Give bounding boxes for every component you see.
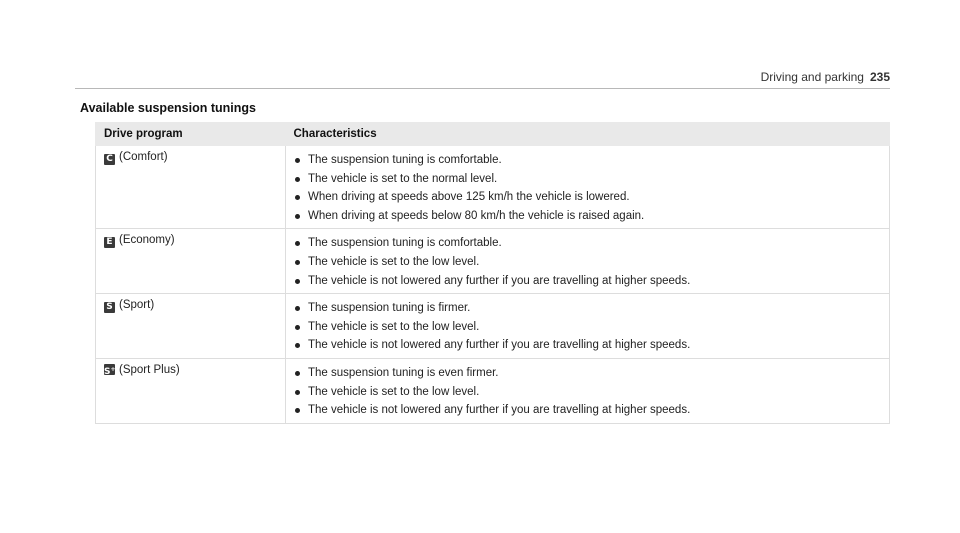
characteristics-list xyxy=(294,151,881,225)
characteristics-cell xyxy=(286,229,890,294)
sport-plus-mode-icon xyxy=(104,364,115,375)
table-row xyxy=(96,294,890,359)
characteristics-list xyxy=(294,299,881,355)
sport-mode-icon xyxy=(104,302,115,313)
list-item: The suspension tuning is comfortable. xyxy=(294,151,881,170)
drive-program-cell xyxy=(96,358,286,423)
drive-program-cell xyxy=(96,146,286,229)
list-item: The vehicle is not lowered any further if you are travelling at higher speeds. xyxy=(294,401,881,420)
drive-program-cell xyxy=(96,294,286,359)
economy-mode-icon xyxy=(104,237,115,248)
table-row xyxy=(96,229,890,294)
list-item: The vehicle is set to the low level. xyxy=(294,318,881,337)
list-item: The vehicle is not lowered any further if you are travelling at higher speeds. xyxy=(294,336,881,355)
column-header-characteristics: Characteristics xyxy=(286,122,890,146)
characteristics-cell xyxy=(286,146,890,229)
page-number: 235 xyxy=(869,70,890,84)
mode-icon-letter: C xyxy=(106,154,113,164)
list-item: The vehicle is set to the low level. xyxy=(294,253,881,272)
list-item: When driving at speeds below 80 km/h the vehicle is raised again. xyxy=(294,207,881,226)
table-body xyxy=(96,146,890,423)
drive-program-label: (Sport) xyxy=(119,299,155,312)
mode-icon-letter: E xyxy=(106,237,113,248)
list-item: The suspension tuning is comfortable. xyxy=(294,234,881,253)
table-row xyxy=(96,146,890,229)
mode-icon-plus: + xyxy=(110,365,116,373)
mode-icon-letter: S xyxy=(106,302,113,313)
section-name: Driving and parking xyxy=(760,70,864,84)
table-header-row xyxy=(96,122,890,146)
section-title: Available suspension tunings xyxy=(80,101,256,115)
characteristics-cell xyxy=(286,294,890,359)
list-item: The suspension tuning is firmer. xyxy=(294,299,881,318)
drive-program-label: (Economy) xyxy=(119,234,175,247)
header-rule xyxy=(75,88,890,89)
list-item: The vehicle is set to the normal level. xyxy=(294,170,881,189)
list-item: The vehicle is set to the low level. xyxy=(294,383,881,402)
drive-program-label: (Sport Plus) xyxy=(119,363,180,376)
mode-icon-letter: S xyxy=(104,366,111,377)
column-header-drive-program: Drive program xyxy=(96,122,286,146)
list-item: The suspension tuning is even firmer. xyxy=(294,364,881,383)
drive-program-label: (Comfort) xyxy=(119,151,168,163)
drive-program-cell xyxy=(96,229,286,294)
running-header xyxy=(761,70,890,84)
list-item: The vehicle is not lowered any further if you are travelling at higher speeds. xyxy=(294,272,881,291)
table-row xyxy=(96,358,890,423)
characteristics-cell xyxy=(286,358,890,423)
characteristics-list xyxy=(294,234,881,290)
list-item: When driving at speeds above 125 km/h the vehicle is lowered. xyxy=(294,188,881,207)
suspension-tunings-table xyxy=(95,122,890,424)
characteristics-list xyxy=(294,364,881,420)
comfort-mode-icon xyxy=(104,154,115,165)
